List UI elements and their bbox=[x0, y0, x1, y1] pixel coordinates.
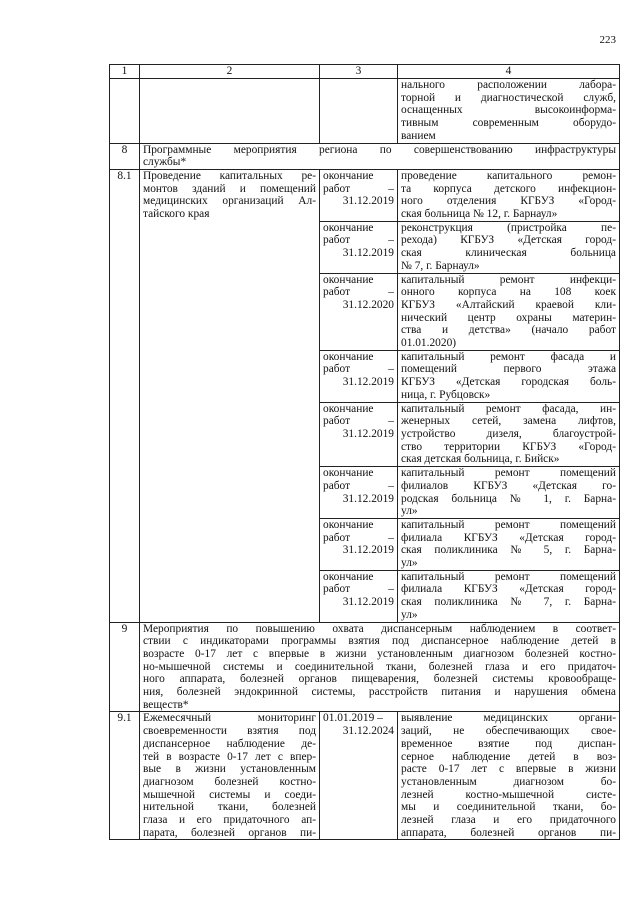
text-line: 31.12.2019 bbox=[342, 247, 394, 260]
text-line: мышечной системы и соеди- bbox=[143, 788, 316, 801]
text-line: ская клиническая больница bbox=[401, 247, 616, 260]
header-col-3: 3 bbox=[320, 65, 398, 79]
text-line: аппарата, болезней органов пи- bbox=[401, 826, 616, 839]
continuation-description bbox=[398, 79, 620, 144]
text-line: ская поликлиника № 7, г. Барна- bbox=[401, 596, 616, 609]
text-line: рехода) КГБУЗ «Детская город- bbox=[401, 234, 616, 247]
text-line: окончание bbox=[323, 169, 374, 182]
measure-subrow bbox=[110, 169, 620, 221]
text-line: диспансерное наблюдение де- bbox=[143, 737, 316, 750]
deadline-cell bbox=[320, 570, 398, 622]
text-line: окончание bbox=[323, 570, 374, 583]
text-line: лезней костно-мышечной систе- bbox=[401, 788, 616, 801]
text-line: мы и соединительной ткани, бо- bbox=[401, 801, 616, 814]
text-line: ство территории КГБУЗ «Город- bbox=[401, 440, 616, 453]
text-line: онного корпуса на 108 коек bbox=[401, 286, 616, 299]
text-line: КГБУЗ «Детская городская боль- bbox=[401, 376, 616, 389]
text-line: 31.12.2019 bbox=[342, 492, 394, 505]
deadline-cell bbox=[320, 518, 398, 570]
result-description bbox=[398, 518, 620, 570]
text-line: № 7, г. Барнаул» bbox=[401, 259, 480, 272]
text-line: ул» bbox=[401, 505, 418, 518]
text-line: Ежемесячный мониторинг bbox=[143, 712, 316, 725]
result-description bbox=[398, 570, 620, 622]
text-line: работ – bbox=[323, 531, 394, 544]
result-description bbox=[398, 169, 620, 221]
continuation-row bbox=[110, 79, 620, 144]
text-line: окончание bbox=[323, 402, 374, 415]
text-line: ул» bbox=[401, 557, 418, 570]
text-line: расте 0-17 лет с впервые в жизни bbox=[401, 763, 616, 776]
text-line: установленным диагнозом бо- bbox=[401, 775, 616, 788]
text-line: оснащенных высокоинформа- bbox=[401, 104, 616, 117]
text-line: нального расположении лабора- bbox=[401, 79, 616, 91]
text-line: нический центр охраны материн- bbox=[401, 311, 616, 324]
deadline-cell bbox=[320, 402, 398, 467]
text-line: ния, болезней эндокринной системы, расстройств питания и нарушения обмена bbox=[143, 686, 616, 699]
text-line: ница, г. Рубцовск» bbox=[401, 388, 491, 401]
text-line: торной и диагностической служб, bbox=[401, 91, 616, 104]
text-line: ская детская больница, г. Бийск» bbox=[401, 453, 560, 466]
text-line: тайского края bbox=[143, 208, 210, 221]
section-title bbox=[140, 622, 620, 712]
text-line: 01.01.2019 – bbox=[323, 712, 383, 725]
row-number: 9.1 bbox=[110, 712, 140, 840]
text-line: работ – bbox=[323, 583, 394, 596]
deadline-cell bbox=[320, 221, 398, 273]
text-line: серное наблюдение детей в воз- bbox=[401, 750, 616, 763]
text-line: ствии с индикаторами программы взятия под диспансерное наблюдение детей в bbox=[143, 635, 616, 648]
text-line: окончание bbox=[323, 221, 374, 234]
text-line: работ – bbox=[323, 415, 394, 428]
measure-name bbox=[140, 712, 320, 840]
text-line: капитальный ремонт фасада и bbox=[401, 350, 616, 363]
text-line: капитальный ремонт инфекци- bbox=[401, 273, 616, 286]
text-line: устройство дизеля, благоустрой- bbox=[401, 427, 616, 440]
row-number: 8 bbox=[110, 143, 140, 169]
text-line: ного отделения КГБУЗ «Город- bbox=[401, 195, 616, 208]
result-description bbox=[398, 350, 620, 402]
text-line: 31.12.2019 bbox=[342, 427, 394, 440]
text-line: капитальный ремонт помещений bbox=[401, 467, 616, 480]
header-row bbox=[110, 65, 620, 79]
text-line: глаза и его придаточного ап- bbox=[143, 814, 316, 827]
text-line: возрасте 0-17 лет с впервые в жизни установленным диагнозом болезней костно- bbox=[143, 647, 616, 660]
row-number: 8.1 bbox=[110, 169, 140, 622]
text-line: работ – bbox=[323, 286, 394, 299]
text-line: веществ* bbox=[143, 698, 189, 711]
text-line: своевременности взятия под bbox=[143, 725, 316, 738]
text-line: Программные мероприятия региона по совершенствованию инфраструктуры bbox=[143, 143, 616, 156]
header-col-4: 4 bbox=[398, 65, 620, 79]
text-line: заций, не обеспечивающих свое- bbox=[401, 725, 616, 738]
text-line: выявление медицинских органи- bbox=[401, 712, 616, 725]
text-line: окончание bbox=[323, 467, 374, 480]
section-row-8 bbox=[110, 143, 620, 169]
text-line: службы* bbox=[143, 156, 187, 169]
text-line: медицинских организаций Ал- bbox=[143, 195, 316, 208]
text-line: филиала КГБУЗ «Детская город- bbox=[401, 583, 616, 596]
text-line: КГБУЗ «Алтайский краевой кли- bbox=[401, 298, 616, 311]
deadline-cell bbox=[320, 273, 398, 350]
text-line: капитальный ремонт помещений bbox=[401, 518, 616, 531]
text-line: но-мышечной системы и соединительной ткани, болезней глаза и его придаточ- bbox=[143, 660, 616, 673]
text-line: филиалов КГБУЗ «Детская го- bbox=[401, 479, 616, 492]
result-description bbox=[398, 467, 620, 519]
text-line: ства и детства» (начало работ bbox=[401, 324, 616, 337]
text-line: ская поликлиника № 5, г. Барна- bbox=[401, 544, 616, 557]
text-line: работ – bbox=[323, 363, 394, 376]
result-description bbox=[398, 402, 620, 467]
measures-table bbox=[109, 64, 620, 840]
text-line: Мероприятия по повышению охвата диспансерным наблюдением в соответ- bbox=[143, 622, 616, 635]
text-line: 31.12.2019 bbox=[342, 544, 394, 557]
text-line: работ – bbox=[323, 234, 394, 247]
text-line: вые в жизни установленным bbox=[143, 763, 316, 776]
text-line: проведение капитального ремон- bbox=[401, 169, 616, 182]
text-line: работ – bbox=[323, 479, 394, 492]
text-line: тей в возрасте 0-17 лет с впер- bbox=[143, 750, 316, 763]
text-line: 31.12.2019 bbox=[342, 376, 394, 389]
deadline-cell bbox=[320, 350, 398, 402]
text-line: Проведение капитальных ре- bbox=[143, 169, 316, 182]
deadline-cell bbox=[320, 169, 398, 221]
section-row-9 bbox=[110, 622, 620, 712]
page-number: 223 bbox=[599, 34, 616, 46]
text-line: ская больница № 12, г. Барнаул» bbox=[401, 208, 558, 221]
text-line: 31.12.2020 bbox=[342, 298, 394, 311]
header-col-2: 2 bbox=[140, 65, 320, 79]
result-description bbox=[398, 273, 620, 350]
text-line: временное взятие под диспан- bbox=[401, 737, 616, 750]
text-line: филиала КГБУЗ «Детская город- bbox=[401, 531, 616, 544]
text-line: 31.12.2019 bbox=[342, 596, 394, 609]
section-title bbox=[140, 143, 620, 169]
text-line: ного аппарата, болезней органов пищеварения, болезней системы кровообраще- bbox=[143, 673, 616, 686]
text-line: окончание bbox=[323, 518, 374, 531]
text-line: 01.01.2020) bbox=[401, 337, 457, 350]
text-line: тивным современным оборудо- bbox=[401, 117, 616, 130]
text-line: монтов зданий и помещений bbox=[143, 182, 316, 195]
text-line: ванием bbox=[401, 129, 436, 142]
result-description bbox=[398, 712, 620, 840]
text-line: работ – bbox=[323, 182, 394, 195]
result-description bbox=[398, 221, 620, 273]
text-line: капитальный ремонт помещений bbox=[401, 570, 616, 583]
text-line: окончание bbox=[323, 273, 374, 286]
text-line: реконструкция (пристройка пе- bbox=[401, 221, 616, 234]
text-line: диагнозом болезней костно- bbox=[143, 775, 316, 788]
text-line: 31.12.2019 bbox=[342, 195, 394, 208]
text-line: 31.12.2024 bbox=[342, 725, 394, 738]
text-line: капитальный ремонт фасада, ин- bbox=[401, 402, 616, 415]
text-line: женерных сетей, замена лифтов, bbox=[401, 415, 616, 428]
measure-name bbox=[140, 169, 320, 622]
deadline-cell bbox=[320, 712, 398, 840]
text-line: парата, болезней органов пи- bbox=[143, 826, 316, 839]
text-line: та корпуса детского инфекцион- bbox=[401, 182, 616, 195]
text-line: помещений первого этажа bbox=[401, 363, 616, 376]
text-line: нительной ткани, болезней bbox=[143, 801, 316, 814]
text-line: лезней глаза и его придаточного bbox=[401, 814, 616, 827]
measure-row-9-1 bbox=[110, 712, 620, 840]
row-number: 9 bbox=[110, 622, 140, 712]
deadline-cell bbox=[320, 467, 398, 519]
text-line: окончание bbox=[323, 350, 374, 363]
text-line: ул» bbox=[401, 608, 418, 621]
text-line: родская больница № 1, г. Барна- bbox=[401, 492, 616, 505]
header-col-1: 1 bbox=[110, 65, 140, 79]
